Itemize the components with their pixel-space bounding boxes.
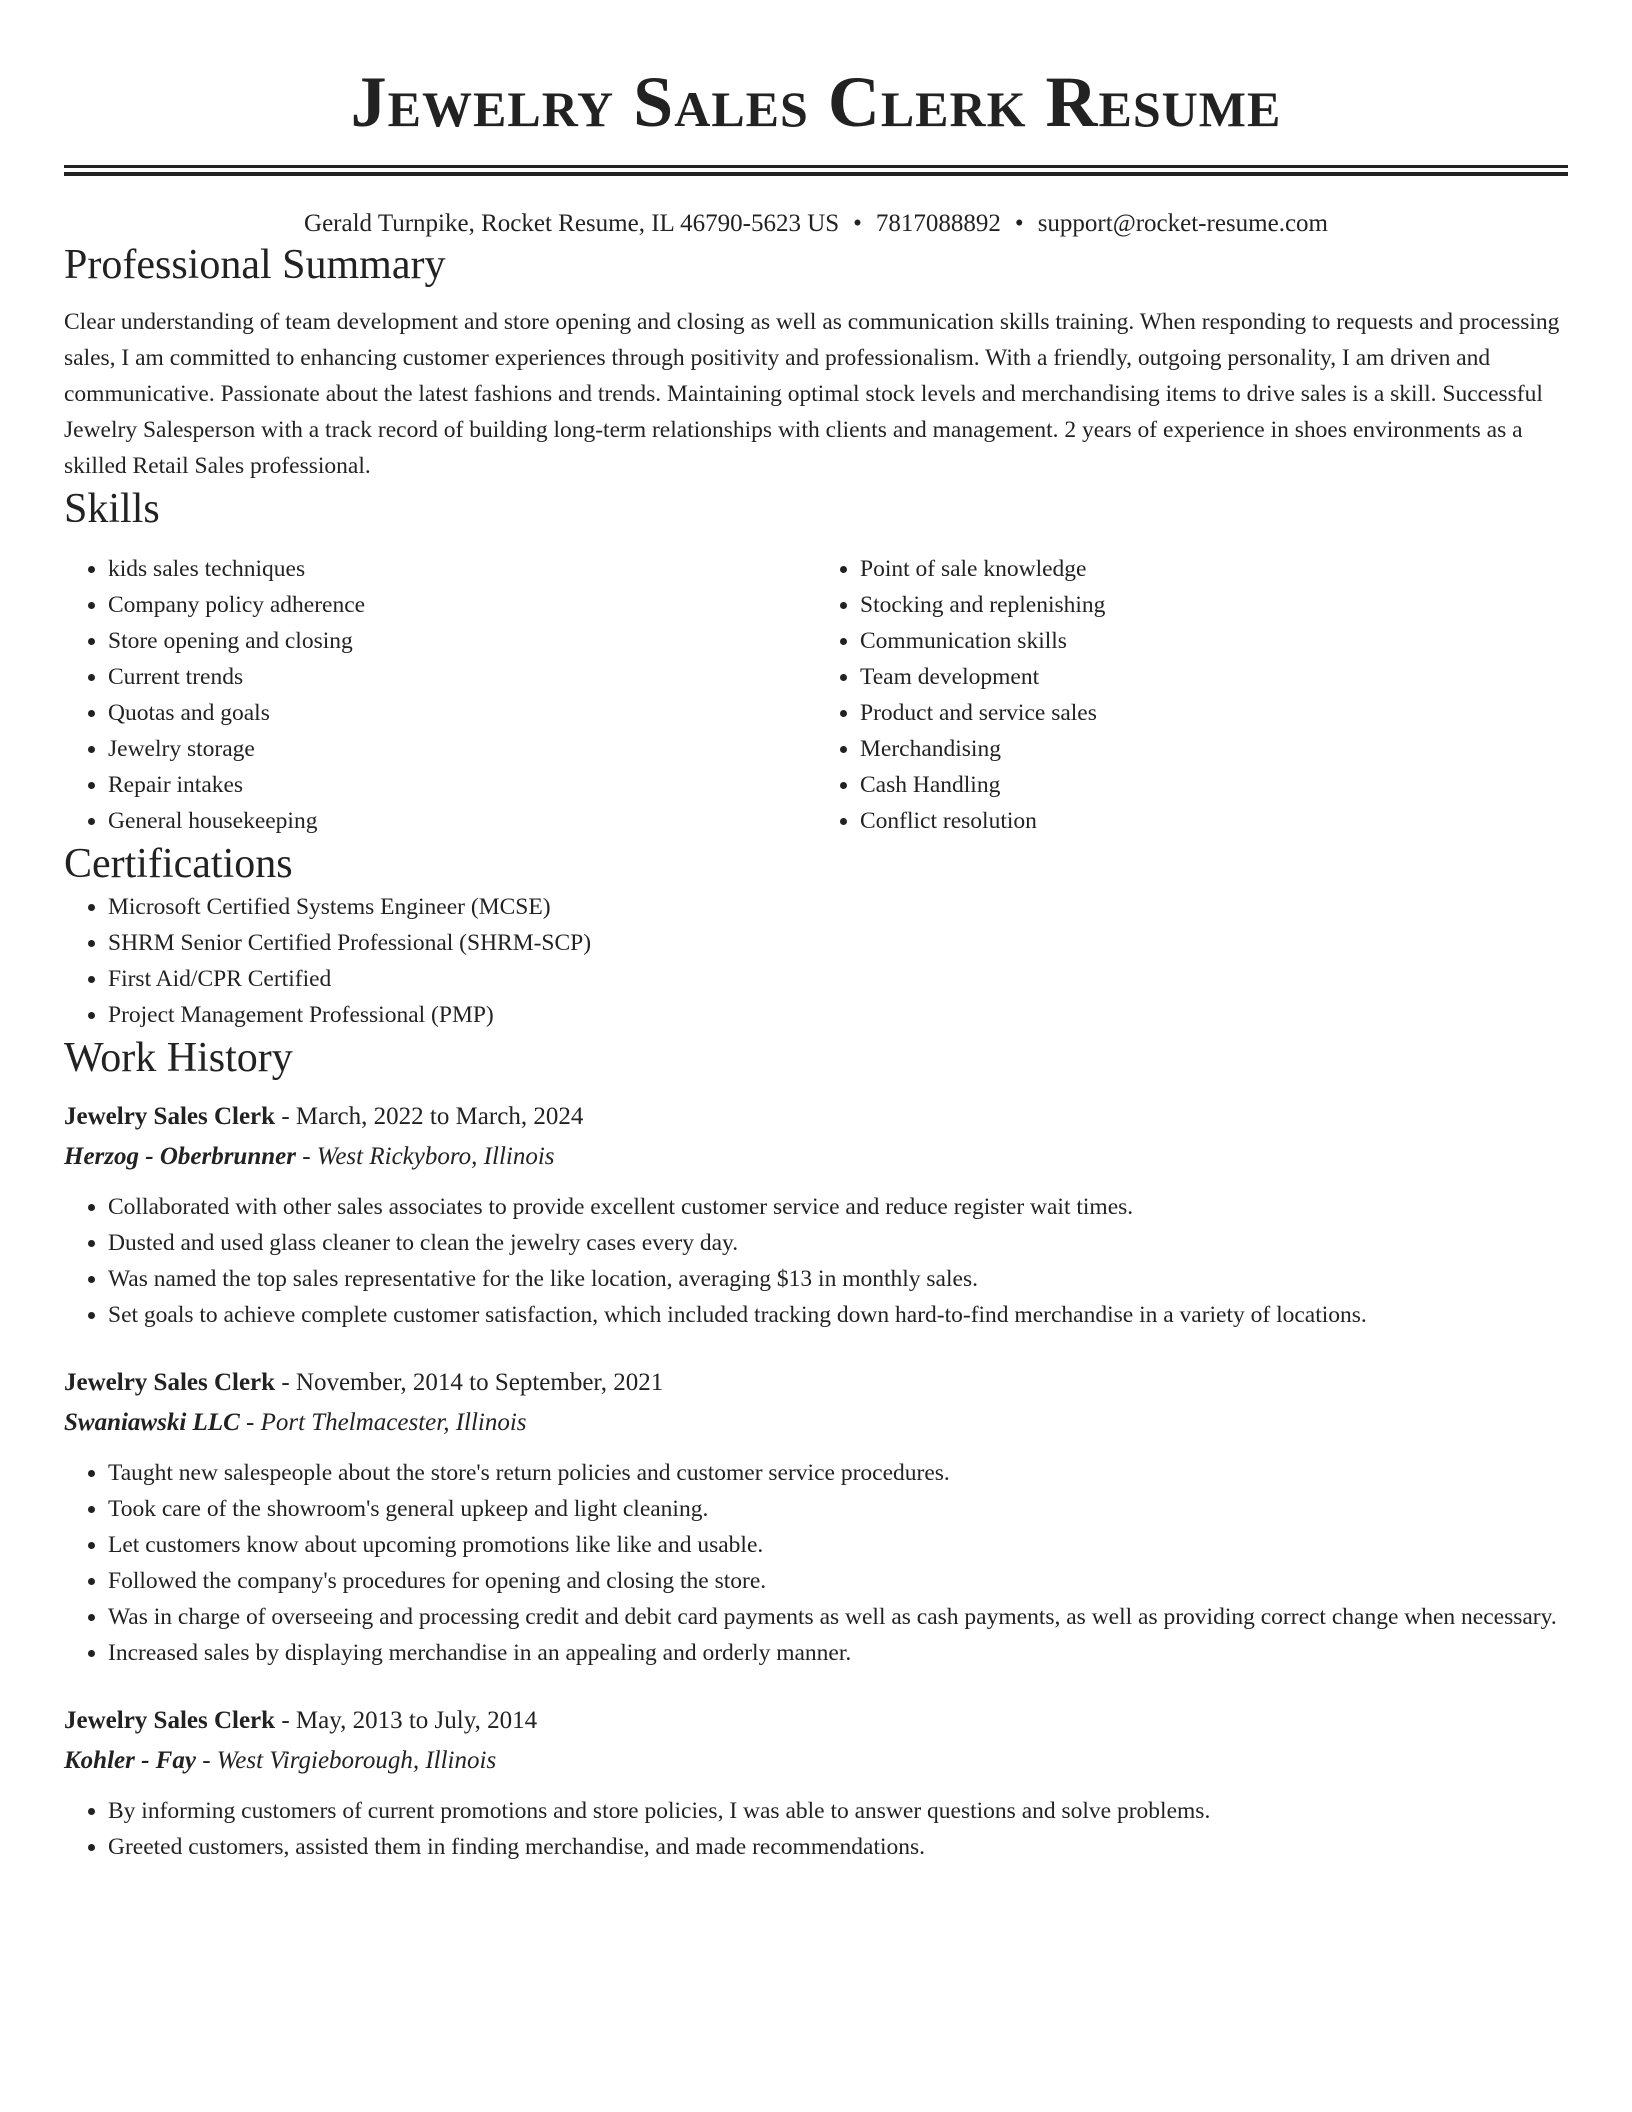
contact-phone: 7817088892 bbox=[875, 210, 1001, 237]
contact-separator: • bbox=[853, 210, 862, 237]
skills-heading: Skills bbox=[64, 486, 160, 532]
job-company-line bbox=[64, 1403, 1568, 1443]
skill-item: • Quotas and goals bbox=[108, 695, 816, 731]
job-duty: • Collaborated with other sales associates to provide excellent customer service and reduce register wait times. bbox=[108, 1189, 1568, 1225]
skill-item: • Cash Handling bbox=[860, 767, 1568, 803]
work-history-heading: Work History bbox=[64, 1035, 293, 1081]
job-company-line bbox=[64, 1741, 1568, 1781]
skill-item: • kids sales techniques bbox=[108, 551, 816, 587]
job-duty: • Taught new salespeople about the store's return policies and customer service procedures. bbox=[108, 1455, 1568, 1491]
skills-columns bbox=[64, 551, 1568, 839]
job-dates: - May, 2013 to July, 2014 bbox=[275, 1707, 538, 1734]
job-title-line bbox=[64, 1097, 1568, 1137]
job-location: - West Rickyboro, Illinois bbox=[295, 1143, 555, 1170]
job-duty: • Took care of the showroom's general upkeep and light cleaning. bbox=[108, 1491, 1568, 1527]
skill-item: • Merchandising bbox=[860, 731, 1568, 767]
certification-item: • First Aid/CPR Certified bbox=[108, 961, 1568, 997]
skill-item: • General housekeeping bbox=[108, 803, 816, 839]
job-role: Jewelry Sales Clerk bbox=[64, 1103, 276, 1130]
job-duty: • By informing customers of current promotions and store policies, I was able to answer questions and solve problems. bbox=[108, 1793, 1568, 1829]
job-company: Swaniawski LLC bbox=[64, 1409, 240, 1436]
skill-item: • Jewelry storage bbox=[108, 731, 816, 767]
skill-item: • Current trends bbox=[108, 659, 816, 695]
job-role: Jewelry Sales Clerk bbox=[64, 1707, 276, 1734]
contact-line bbox=[64, 208, 1568, 240]
job-duty: • Was in charge of overseeing and processing credit and debit card payments as well as cash payments, as well as providing correct change when necessary. bbox=[108, 1599, 1568, 1635]
skill-item: • Store opening and closing bbox=[108, 623, 816, 659]
job-entry bbox=[64, 1363, 1568, 1671]
summary-text: Clear understanding of team development and store opening and closing as well as communication skills training. When responding to requests and processing sales, I am committed to enhancing customer experiences through positivity and professionalism. With a friendly, outgoing personality, I am driven and communicative. Passionate about the latest fashions and trends. Maintaining optimal stock levels and merchandising items to drive sales is a skill. Successful Jewelry Salesperson with a track record of building long-term relationships with clients and management. 2 years of experience in shoes environments as a skilled Retail Sales professional. bbox=[64, 309, 1560, 479]
job-title-line bbox=[64, 1363, 1568, 1403]
job-role: Jewelry Sales Clerk bbox=[64, 1369, 276, 1396]
job-title-line bbox=[64, 1701, 1568, 1741]
job-duty: • Set goals to achieve complete customer satisfaction, which included tracking down hard-to-find merchandise in a variety of locations. bbox=[108, 1297, 1568, 1333]
job-company-line bbox=[64, 1137, 1568, 1177]
job-duties-list bbox=[64, 1793, 1568, 1865]
certification-item: • Project Management Professional (PMP) bbox=[108, 997, 1568, 1033]
job-duty: • Greeted customers, assisted them in finding merchandise, and made recommendations. bbox=[108, 1829, 1568, 1865]
job-duty: • Increased sales by displaying merchandise in an appealing and orderly manner. bbox=[108, 1635, 1568, 1671]
certification-item: • Microsoft Certified Systems Engineer (MCSE) bbox=[108, 889, 1568, 925]
skill-item: • Conflict resolution bbox=[860, 803, 1568, 839]
skill-item: • Point of sale knowledge bbox=[860, 551, 1568, 587]
certification-item: • SHRM Senior Certified Professional (SHRM-SCP) bbox=[108, 925, 1568, 961]
certifications-list bbox=[64, 889, 1568, 1033]
certifications-heading: Certifications bbox=[64, 841, 293, 887]
job-duty: • Was named the top sales representative for the like location, averaging $13 in monthly sales. bbox=[108, 1261, 1568, 1297]
job-location: - Port Thelmacester, Illinois bbox=[239, 1409, 527, 1436]
job-duty: • Followed the company's procedures for opening and closing the store. bbox=[108, 1563, 1568, 1599]
job-company: Herzog - Oberbrunner bbox=[64, 1143, 296, 1170]
resume-title: Jewelry Sales Clerk Resume bbox=[350, 62, 1282, 142]
skill-item: • Repair intakes bbox=[108, 767, 816, 803]
resume-page bbox=[64, 0, 1568, 1865]
job-location: - West Virgieborough, Illinois bbox=[195, 1747, 497, 1774]
summary-heading: Professional Summary bbox=[64, 242, 446, 288]
contact-separator: • bbox=[1014, 210, 1024, 237]
contact-email: support@rocket-resume.com bbox=[1037, 210, 1328, 237]
title-divider bbox=[64, 165, 1568, 176]
skills-list-right bbox=[816, 551, 1568, 839]
job-company: Kohler - Fay bbox=[64, 1747, 196, 1774]
job-duty: • Let customers know about upcoming promotions like like and usable. bbox=[108, 1527, 1568, 1563]
contact-address: Gerald Turnpike, Rocket Resume, IL 46790-5623 US bbox=[304, 210, 840, 237]
job-duties-list bbox=[64, 1189, 1568, 1333]
job-duty: • Dusted and used glass cleaner to clean the jewelry cases every day. bbox=[108, 1225, 1568, 1261]
job-dates: - November, 2014 to September, 2021 bbox=[275, 1369, 664, 1396]
skill-item: • Stocking and replenishing bbox=[860, 587, 1568, 623]
skill-item: • Team development bbox=[860, 659, 1568, 695]
skill-item: • Communication skills bbox=[860, 623, 1568, 659]
job-entry bbox=[64, 1097, 1568, 1333]
skill-item: • Product and service sales bbox=[860, 695, 1568, 731]
job-duties-list bbox=[64, 1455, 1568, 1671]
skill-item: • Company policy adherence bbox=[108, 587, 816, 623]
job-entry bbox=[64, 1701, 1568, 1865]
job-dates: - March, 2022 to March, 2024 bbox=[275, 1103, 584, 1130]
skills-list-left bbox=[64, 551, 816, 839]
